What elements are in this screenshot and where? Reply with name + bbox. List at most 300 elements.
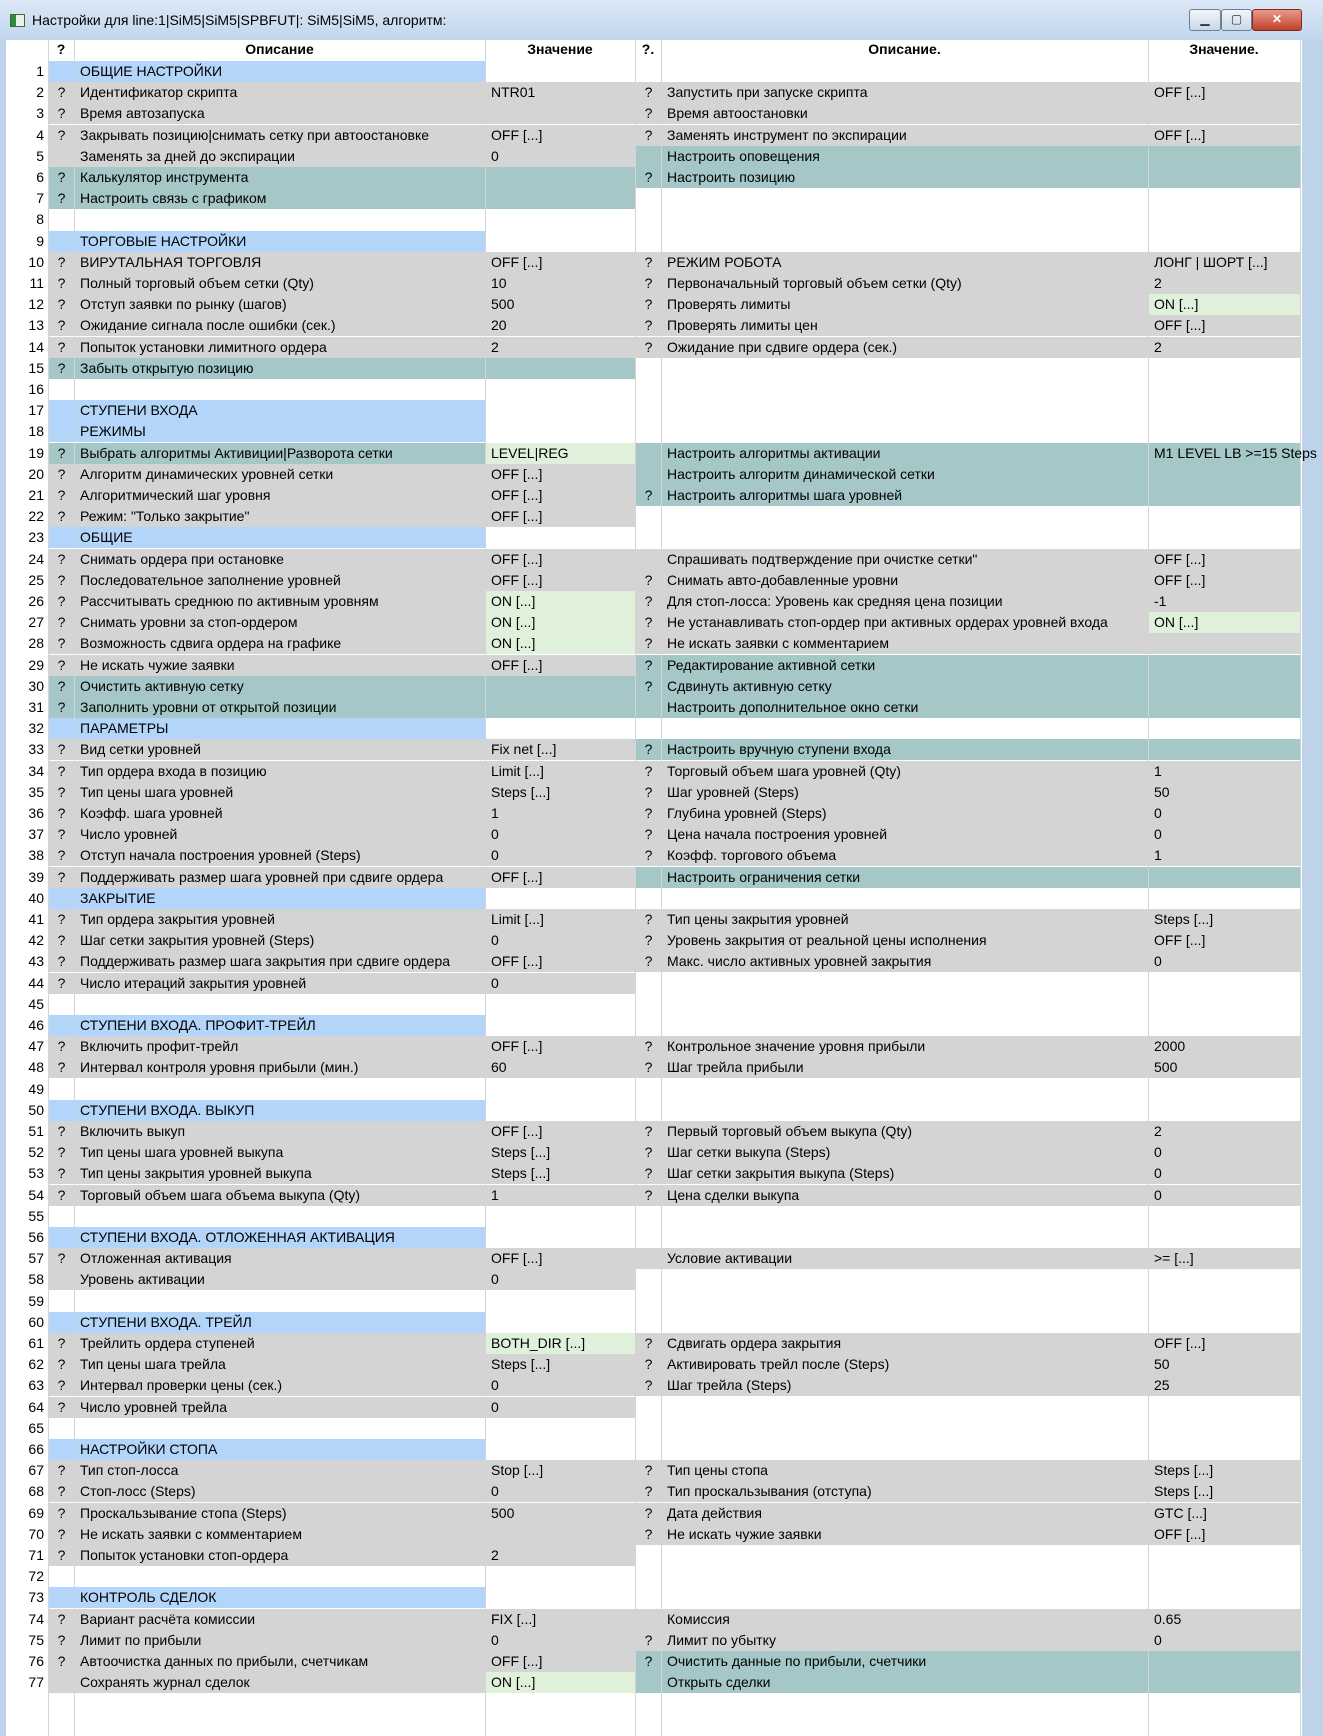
setting-label: Шаг трейла прибыли <box>662 1057 1148 1078</box>
help-button[interactable]: ? <box>49 125 74 146</box>
help-button[interactable]: ? <box>49 1121 74 1142</box>
action-button[interactable]: Очистить данные по прибыли, счетчики <box>662 1651 1148 1672</box>
setting-label: Вариант расчёта комиссии <box>75 1609 485 1630</box>
setting-value[interactable]: Fix net [...] <box>486 739 635 760</box>
help-button[interactable]: ? <box>636 612 661 633</box>
setting-label: РЕЖИМ РОБОТА <box>662 252 1148 273</box>
help-cell <box>49 400 74 421</box>
help-button[interactable]: ? <box>49 273 74 294</box>
setting-label: Коэфф. торгового объема <box>662 845 1148 866</box>
help-button[interactable]: ? <box>49 930 74 951</box>
help-button[interactable]: ? <box>49 464 74 485</box>
help-button[interactable]: ? <box>49 1503 74 1524</box>
action-button[interactable]: Настроить ограничения сетки <box>662 867 1148 888</box>
setting-value[interactable]: 25 <box>1149 1375 1300 1396</box>
setting-label: Шаг сетки закрытия выкупа (Steps) <box>662 1163 1148 1184</box>
help-button[interactable]: ? <box>49 1524 74 1545</box>
help-button[interactable]: ? <box>636 655 661 676</box>
setting-value[interactable]: 2 <box>1149 273 1300 294</box>
setting-value[interactable]: ON [...] <box>486 1672 635 1693</box>
help-button[interactable]: ? <box>636 1460 661 1481</box>
setting-value <box>486 358 635 379</box>
setting-value[interactable]: ON [...] <box>486 612 635 633</box>
setting-value[interactable]: 50 <box>1149 1354 1300 1375</box>
title-bar[interactable] <box>0 0 1323 40</box>
help-button[interactable]: ? <box>49 676 74 697</box>
setting-value[interactable]: OFF [...] <box>486 1248 635 1269</box>
help-button[interactable]: ? <box>49 485 74 506</box>
help-button[interactable]: ? <box>49 1481 74 1502</box>
setting-value[interactable]: 500 <box>486 1503 635 1524</box>
setting-value <box>1149 655 1300 676</box>
setting-value[interactable]: -1 <box>1149 591 1300 612</box>
help-button[interactable]: ? <box>49 612 74 633</box>
help-cell <box>636 146 661 167</box>
help-button[interactable]: ? <box>636 1354 661 1375</box>
setting-value[interactable]: OFF [...] <box>1149 1333 1300 1354</box>
help-button[interactable]: ? <box>49 188 74 209</box>
action-button[interactable]: Сдвинуть активную сетку <box>662 676 1148 697</box>
setting-value[interactable]: Steps [...] <box>1149 1481 1300 1502</box>
action-button[interactable]: Настроить алгоритм динамической сетки <box>662 464 1148 485</box>
setting-value[interactable] <box>486 1524 635 1545</box>
header-description-2: Описание. <box>868 41 941 57</box>
section-header: СТУПЕНИ ВХОДА <box>75 400 485 421</box>
help-button[interactable]: ? <box>49 951 74 972</box>
help-button[interactable]: ? <box>49 761 74 782</box>
setting-label: Лимит по прибыли <box>75 1630 485 1651</box>
row-number: 35 <box>28 783 44 800</box>
help-button[interactable]: ? <box>49 570 74 591</box>
setting-value[interactable]: Steps [...] <box>1149 909 1300 930</box>
setting-value[interactable]: 500 <box>1149 1057 1300 1078</box>
row-number: 54 <box>28 1186 44 1203</box>
setting-value[interactable]: OFF [...] <box>1149 930 1300 951</box>
help-button[interactable]: ? <box>49 358 74 379</box>
setting-value[interactable]: 0 <box>1149 1630 1300 1651</box>
setting-value[interactable]: ON [...] <box>486 591 635 612</box>
setting-value[interactable]: 1 <box>1149 845 1300 866</box>
setting-value[interactable]: 0.65 <box>1149 1609 1300 1630</box>
settings-table <box>6 40 1317 1736</box>
row-number: 1 <box>36 63 44 79</box>
setting-value[interactable]: OFF [...] <box>1149 570 1300 591</box>
header-help: ? <box>56 41 66 57</box>
setting-value[interactable]: OFF [...] <box>486 252 635 273</box>
setting-value[interactable]: >= [...] <box>1149 1248 1300 1269</box>
action-button[interactable]: Калькулятор инструмента <box>75 167 485 188</box>
row-number: 47 <box>28 1038 44 1055</box>
help-button[interactable]: ? <box>636 1651 661 1672</box>
row-number: 39 <box>28 868 44 885</box>
section-header: ПАРАМЕТРЫ <box>75 718 485 739</box>
help-button[interactable]: ? <box>636 294 661 315</box>
help-button[interactable]: ? <box>49 294 74 315</box>
help-button[interactable]: ? <box>49 506 74 527</box>
maximize-icon: ▢ <box>1230 12 1243 26</box>
help-button[interactable]: ? <box>49 1142 74 1163</box>
setting-value[interactable]: OFF [...] <box>486 485 635 506</box>
help-cell <box>49 1100 74 1121</box>
help-button[interactable]: ? <box>636 782 661 803</box>
help-button[interactable]: ? <box>49 1460 74 1481</box>
help-button[interactable]: ? <box>636 1185 661 1206</box>
setting-label: Стоп-лосс (Steps) <box>75 1481 485 1502</box>
setting-label: Алгоритмический шаг уровня <box>75 485 485 506</box>
help-button[interactable]: ? <box>49 1630 74 1651</box>
help-button[interactable]: ? <box>636 739 661 760</box>
setting-value[interactable]: 2 <box>486 337 635 358</box>
row-number: 77 <box>28 1674 44 1691</box>
setting-label: Шаг уровней (Steps) <box>662 782 1148 803</box>
row-number: 48 <box>28 1059 44 1076</box>
help-cell <box>49 421 74 442</box>
help-button[interactable]: ? <box>49 1375 74 1396</box>
row-number: 59 <box>28 1292 44 1309</box>
row-number: 42 <box>28 932 44 949</box>
setting-value[interactable]: BOTH_DIR [...] <box>486 1333 635 1354</box>
help-button[interactable]: ? <box>636 824 661 845</box>
row-number: 19 <box>28 444 44 461</box>
setting-value[interactable]: 0 <box>486 973 635 994</box>
setting-label: Не искать чужие заявки <box>662 1524 1148 1545</box>
section-header: РЕЖИМЫ <box>75 421 485 442</box>
help-button[interactable]: ? <box>636 845 661 866</box>
help-cell <box>49 231 74 252</box>
help-button[interactable]: ? <box>636 252 661 273</box>
setting-value[interactable]: Steps [...] <box>486 1354 635 1375</box>
help-button[interactable]: ? <box>49 167 74 188</box>
section-header: СТУПЕНИ ВХОДА. ТРЕЙЛ <box>75 1312 485 1333</box>
action-button[interactable]: Открыть сделки <box>662 1672 1148 1693</box>
help-button[interactable]: ? <box>49 252 74 273</box>
help-cell <box>636 867 661 888</box>
help-button[interactable]: ? <box>49 697 74 718</box>
help-button[interactable]: ? <box>636 1142 661 1163</box>
setting-value[interactable]: OFF [...] <box>1149 125 1300 146</box>
setting-label: Комиссия <box>662 1609 1148 1630</box>
row-number: 20 <box>28 465 44 482</box>
help-cell <box>49 718 74 739</box>
help-button[interactable]: ? <box>636 1121 661 1142</box>
help-button[interactable]: ? <box>49 782 74 803</box>
setting-value[interactable]: 0 <box>486 845 635 866</box>
row-number: 44 <box>28 974 44 991</box>
setting-value[interactable]: 0 <box>1149 951 1300 972</box>
row-number: 10 <box>28 253 44 270</box>
help-button[interactable]: ? <box>49 1248 74 1269</box>
setting-value[interactable]: OFF [...] <box>1149 315 1300 336</box>
help-button[interactable]: ? <box>49 1163 74 1184</box>
setting-value[interactable]: 10 <box>486 273 635 294</box>
setting-value[interactable] <box>486 103 635 124</box>
setting-value[interactable]: 60 <box>486 1057 635 1078</box>
row-number: 75 <box>28 1631 44 1648</box>
setting-value[interactable]: 0 <box>486 1630 635 1651</box>
setting-value[interactable]: NTR01 <box>486 82 635 103</box>
setting-label: Снимать уровни за стоп-ордером <box>75 612 485 633</box>
setting-label: Цена начала построения уровней <box>662 824 1148 845</box>
setting-value <box>1149 697 1300 718</box>
setting-value[interactable] <box>1149 633 1300 654</box>
setting-value[interactable]: OFF [...] <box>1149 549 1300 570</box>
help-button[interactable]: ? <box>49 103 74 124</box>
setting-label: Шаг сетки закрытия уровней (Steps) <box>75 930 485 951</box>
setting-value[interactable]: Steps [...] <box>486 1142 635 1163</box>
help-button[interactable]: ? <box>636 951 661 972</box>
help-button[interactable]: ? <box>49 591 74 612</box>
row-number: 71 <box>28 1547 44 1563</box>
help-button[interactable]: ? <box>636 103 661 124</box>
help-button[interactable]: ? <box>636 1630 661 1651</box>
setting-value <box>1149 146 1300 167</box>
setting-value[interactable]: 0 <box>1149 824 1300 845</box>
help-button[interactable]: ? <box>49 633 74 654</box>
setting-value[interactable]: 0 <box>486 824 635 845</box>
setting-value[interactable]: OFF [...] <box>486 951 635 972</box>
setting-value[interactable]: OFF [...] <box>486 867 635 888</box>
help-cell <box>636 1248 661 1269</box>
setting-label: Не искать заявки с комментарием <box>75 1524 485 1545</box>
help-button[interactable]: ? <box>636 485 661 506</box>
close-button[interactable] <box>1252 9 1302 31</box>
setting-label: Макс. число активных уровней закрытия <box>662 951 1148 972</box>
setting-value[interactable]: Stop [...] <box>486 1460 635 1481</box>
setting-value[interactable]: OFF [...] <box>1149 82 1300 103</box>
row-number: 65 <box>28 1419 44 1436</box>
action-button[interactable]: Настроить связь с графиком <box>75 188 485 209</box>
row-number: 74 <box>28 1610 44 1627</box>
setting-value[interactable]: OFF [...] <box>486 655 635 676</box>
setting-value[interactable]: ЛОНГ | ШОРТ [...] <box>1149 252 1300 273</box>
setting-label: Тип ордера входа в позицию <box>75 761 485 782</box>
setting-value[interactable] <box>1149 103 1300 124</box>
help-button[interactable]: ? <box>49 824 74 845</box>
close-icon: ✕ <box>1271 12 1283 26</box>
minimize-icon: ▁ <box>1200 12 1210 26</box>
section-header: СТУПЕНИ ВХОДА. ВЫКУП <box>75 1100 485 1121</box>
setting-value[interactable]: 1 <box>486 803 635 824</box>
action-button[interactable]: Забыть открытую позицию <box>75 358 485 379</box>
action-button[interactable]: Настроить дополнительное окно сетки <box>662 697 1148 718</box>
help-button[interactable]: ? <box>636 1524 661 1545</box>
help-button[interactable]: ? <box>636 676 661 697</box>
help-button[interactable]: ? <box>49 973 74 994</box>
help-button[interactable]: ? <box>49 1651 74 1672</box>
setting-value[interactable]: OFF [...] <box>486 549 635 570</box>
setting-label: Режим: "Только закрытие" <box>75 506 485 527</box>
setting-value[interactable]: 0 <box>486 930 635 951</box>
help-button[interactable]: ? <box>636 930 661 951</box>
setting-value <box>486 188 635 209</box>
help-button[interactable]: ? <box>49 1354 74 1375</box>
help-button[interactable]: ? <box>49 845 74 866</box>
action-button[interactable]: Настроить позицию <box>662 167 1148 188</box>
setting-value[interactable]: 0 <box>1149 1163 1300 1184</box>
help-button[interactable]: ? <box>49 1545 74 1566</box>
help-button[interactable]: ? <box>49 909 74 930</box>
setting-value[interactable]: 50 <box>1149 782 1300 803</box>
setting-value[interactable]: 0 <box>486 146 635 167</box>
row-number: 76 <box>28 1653 44 1669</box>
setting-value[interactable]: Limit [...] <box>486 761 635 782</box>
setting-value[interactable]: OFF [...] <box>486 1651 635 1672</box>
setting-label: Тип цены закрытия уровней <box>662 909 1148 930</box>
window-title: Настройки для line:1|SiM5|SiM5|SPBFUT|: SiM5|SiM5, алгоритм: <box>32 12 447 28</box>
setting-value[interactable]: ON [...] <box>1149 294 1300 315</box>
help-button[interactable]: ? <box>636 1036 661 1057</box>
help-button[interactable]: ? <box>49 1036 74 1057</box>
section-header: ТОРГОВЫЕ НАСТРОЙКИ <box>75 231 485 252</box>
section-header: НАСТРОЙКИ СТОПА <box>75 1439 485 1460</box>
setting-value[interactable]: 20 <box>486 315 635 336</box>
setting-label: Проскальзывание стопа (Steps) <box>75 1503 485 1524</box>
setting-label: Торговый объем шага объема выкупа (Qty) <box>75 1185 485 1206</box>
section-header: СТУПЕНИ ВХОДА. ПРОФИТ-ТРЕЙЛ <box>75 1015 485 1036</box>
setting-value[interactable]: Steps [...] <box>486 782 635 803</box>
action-button[interactable]: Редактирование активной сетки <box>662 655 1148 676</box>
setting-label: Дата действия <box>662 1503 1148 1524</box>
setting-value[interactable]: Steps [...] <box>486 1163 635 1184</box>
setting-label: Полный торговый объем сетки (Qty) <box>75 273 485 294</box>
setting-label: Не искать заявки с комментарием <box>662 633 1148 654</box>
help-button[interactable]: ? <box>636 1503 661 1524</box>
setting-value[interactable]: 0 <box>486 1375 635 1396</box>
setting-value[interactable]: GTC [...] <box>1149 1503 1300 1524</box>
app-icon <box>10 14 25 27</box>
help-button[interactable]: ? <box>49 315 74 336</box>
help-cell <box>49 1227 74 1248</box>
help-button[interactable]: ? <box>49 739 74 760</box>
setting-value[interactable]: 0 <box>1149 803 1300 824</box>
setting-label: Интервал контроля уровня прибыли (мин.) <box>75 1057 485 1078</box>
help-button[interactable]: ? <box>636 803 661 824</box>
setting-label: Лимит по убытку <box>662 1630 1148 1651</box>
help-button[interactable]: ? <box>49 337 74 358</box>
setting-value[interactable]: 2 <box>1149 337 1300 358</box>
setting-label: Тип стоп-лосса <box>75 1460 485 1481</box>
help-button[interactable]: ? <box>636 909 661 930</box>
action-button[interactable]: Настроить алгоритмы шага уровней <box>662 485 1148 506</box>
row-number: 69 <box>28 1504 44 1521</box>
setting-value[interactable]: Limit [...] <box>486 909 635 930</box>
header-help-2: ?. <box>641 41 655 57</box>
setting-value[interactable]: 1 <box>1149 761 1300 782</box>
setting-value[interactable]: 2 <box>486 1545 635 1566</box>
setting-value[interactable]: 1 <box>486 1185 635 1206</box>
help-button[interactable]: ? <box>49 549 74 570</box>
row-number: 73 <box>28 1589 44 1606</box>
row-number: 32 <box>28 720 44 737</box>
help-button[interactable]: ? <box>636 761 661 782</box>
row-number: 27 <box>28 614 44 631</box>
row-number: 55 <box>28 1207 44 1224</box>
setting-value[interactable]: 0 <box>1149 1185 1300 1206</box>
row-number: 16 <box>28 381 44 397</box>
setting-label: Поддерживать размер шага уровней при сдвиге ордера <box>75 867 485 888</box>
action-button[interactable]: Настроить вручную ступени входа <box>662 739 1148 760</box>
setting-value[interactable]: 2 <box>1149 1121 1300 1142</box>
help-button[interactable]: ? <box>49 1333 74 1354</box>
setting-label: Число уровней трейла <box>75 1397 485 1418</box>
help-button[interactable]: ? <box>636 633 661 654</box>
help-button[interactable]: ? <box>49 443 74 464</box>
setting-value <box>1149 739 1300 760</box>
setting-value[interactable]: FIX [...] <box>486 1609 635 1630</box>
setting-value[interactable]: 0 <box>486 1269 635 1290</box>
setting-value[interactable]: OFF [...] <box>486 506 635 527</box>
setting-label: Сдвигать ордера закрытия <box>662 1333 1148 1354</box>
help-button[interactable]: ? <box>636 1481 661 1502</box>
help-button[interactable]: ? <box>49 82 74 103</box>
setting-value[interactable]: OFF [...] <box>486 464 635 485</box>
row-number: 72 <box>28 1568 44 1585</box>
setting-value[interactable]: Steps [...] <box>1149 1460 1300 1481</box>
help-button[interactable]: ? <box>636 167 661 188</box>
setting-value[interactable]: 500 <box>486 294 635 315</box>
help-button[interactable]: ? <box>636 591 661 612</box>
setting-label: Алгоритм динамических уровней сетки <box>75 464 485 485</box>
setting-value[interactable]: OFF [...] <box>486 125 635 146</box>
help-button[interactable]: ? <box>636 1163 661 1184</box>
help-button[interactable]: ? <box>636 125 661 146</box>
help-button[interactable]: ? <box>49 1397 74 1418</box>
row-number: 37 <box>28 826 44 843</box>
action-button[interactable]: Настроить алгоритмы активации <box>662 443 1148 464</box>
row-number: 49 <box>28 1080 44 1097</box>
action-button[interactable]: Заполнить уровни от открытой позиции <box>75 697 485 718</box>
action-button[interactable]: Очистить активную сетку <box>75 676 485 697</box>
row-number: 68 <box>28 1483 44 1500</box>
help-button[interactable]: ? <box>49 1057 74 1078</box>
setting-value[interactable]: ON [...] <box>1149 612 1300 633</box>
setting-value[interactable]: 2000 <box>1149 1036 1300 1057</box>
help-button[interactable]: ? <box>636 82 661 103</box>
setting-value <box>1149 1672 1300 1693</box>
help-button[interactable]: ? <box>49 1185 74 1206</box>
setting-value[interactable]: 0 <box>486 1397 635 1418</box>
row-number: 70 <box>28 1525 44 1542</box>
help-button[interactable]: ? <box>636 273 661 294</box>
help-button[interactable]: ? <box>49 803 74 824</box>
setting-value: M1 LEVEL LB >=15 Steps <box>1149 443 1300 464</box>
help-button[interactable]: ? <box>49 1609 74 1630</box>
action-button[interactable]: Настроить оповещения <box>662 146 1148 167</box>
setting-label: Уровень закрытия от реальной цены исполнения <box>662 930 1148 951</box>
help-button[interactable]: ? <box>636 1057 661 1078</box>
help-button[interactable]: ? <box>636 570 661 591</box>
setting-value[interactable]: ON [...] <box>486 633 635 654</box>
action-button[interactable]: Выбрать алгоритмы Активиции|Разворота сетки <box>75 443 485 464</box>
minimize-button[interactable] <box>1189 9 1221 31</box>
setting-value[interactable]: OFF [...] <box>486 1121 635 1142</box>
setting-value[interactable]: OFF [...] <box>486 570 635 591</box>
setting-value <box>486 697 635 718</box>
maximize-button[interactable] <box>1221 9 1252 31</box>
setting-value[interactable]: 0 <box>1149 1142 1300 1163</box>
help-button[interactable]: ? <box>636 315 661 336</box>
row-number: 8 <box>36 211 44 228</box>
help-button[interactable]: ? <box>636 1333 661 1354</box>
help-button[interactable]: ? <box>636 337 661 358</box>
setting-value[interactable]: OFF [...] <box>1149 1524 1300 1545</box>
setting-value[interactable]: 0 <box>486 1481 635 1502</box>
help-button[interactable]: ? <box>49 655 74 676</box>
setting-value[interactable]: OFF [...] <box>486 1036 635 1057</box>
help-button[interactable]: ? <box>636 1375 661 1396</box>
help-button[interactable]: ? <box>49 867 74 888</box>
row-number: 7 <box>36 190 44 207</box>
